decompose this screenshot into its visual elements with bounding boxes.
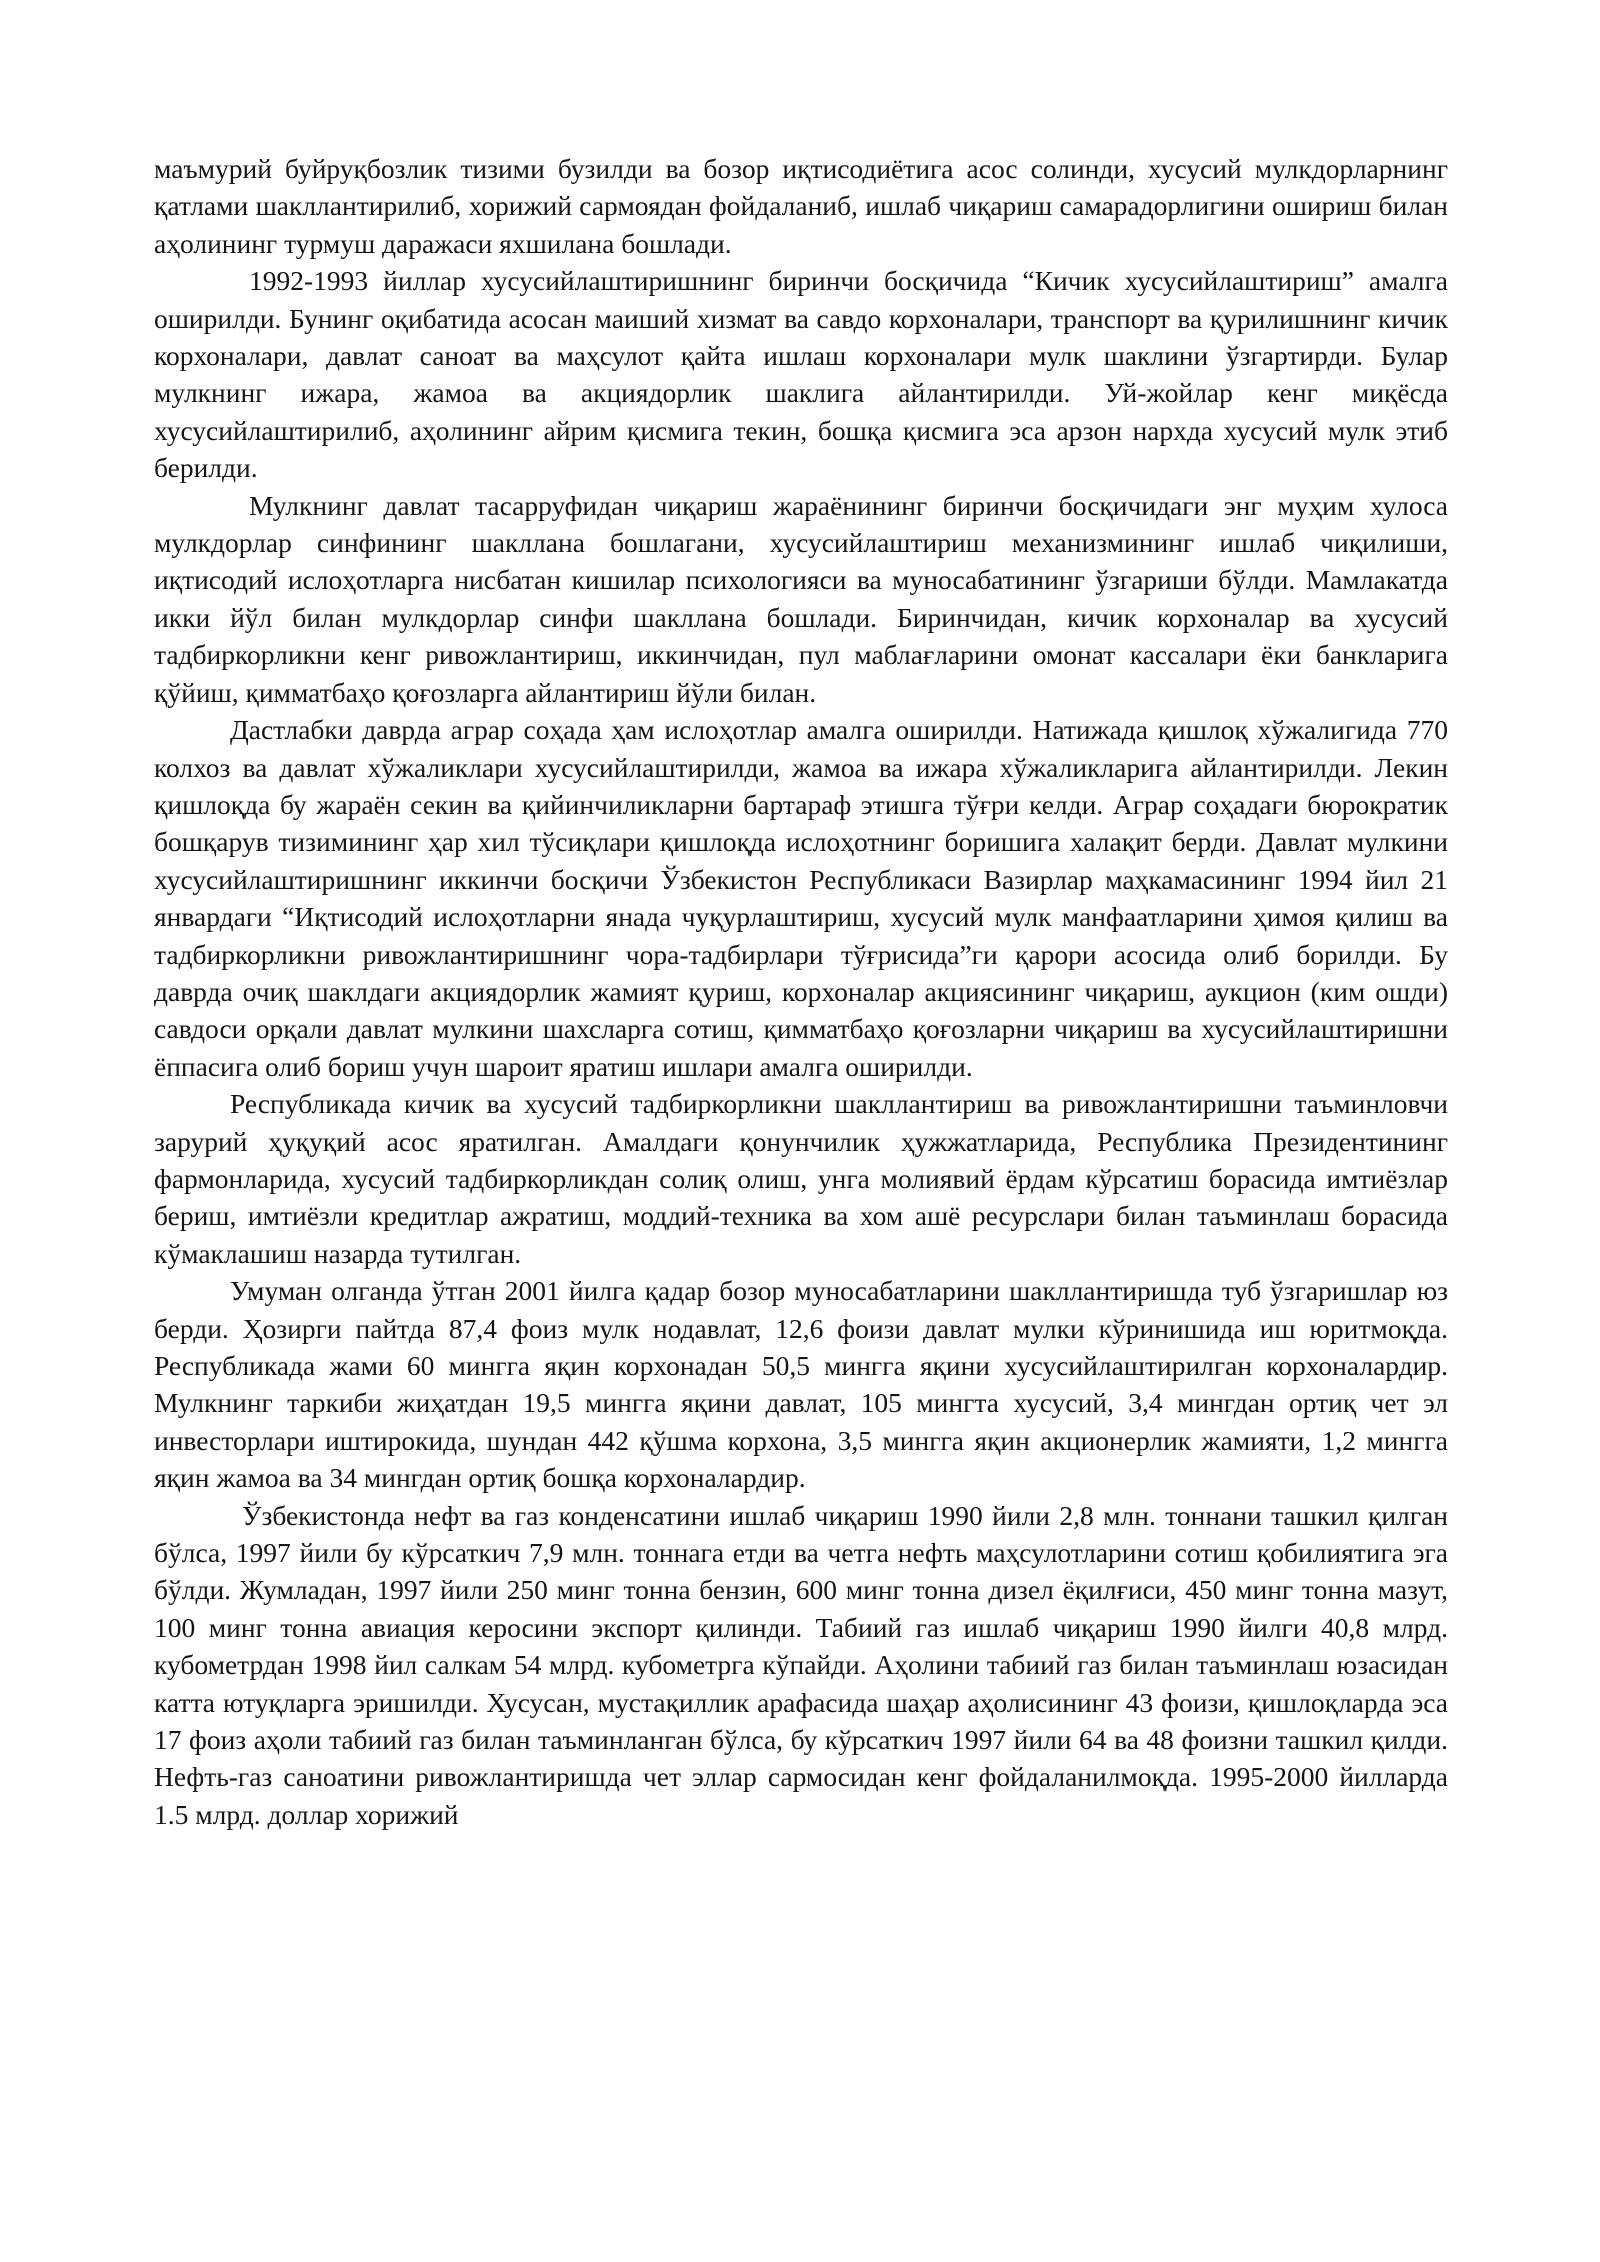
paragraph-7: Ўзбекистонда нефт ва газ конденсатини ишлаб чиқариш 1990 йили 2,8 млн. тоннани ташкил қилган бўлса, 1997 йили бу кўрсаткич 7,9 млн. тоннага етди ва четга нефть маҳсулотларини сотиш қобилиятига эга бўлди. Жумладан, 1997 йили 250 минг тонна бензин, 600 минг тонна дизел ёқилғиси, 450 минг тонна мазут, 100 минг тонна авиация керосини экспорт қилинди. Табиий газ ишлаб чиқариш 1990 йилги 40,8 млрд. кубометрдан 1998 йил салкам 54 млрд. кубометрга кўпайди. Аҳолини табиий газ билан таъминлаш юзасидан катта ютуқларга эришилди. Хусусан, мустақиллик арафасида шаҳар аҳолисининг 43 фоизи, қишлоқларда эса 17 фоиз аҳоли табиий газ билан таъминланган бўлса, бу кўрсаткич 1997 йили 64 ва 48 фоизни ташкил қилди. Нефть-газ саноатини ривожлантиришда чет эллар сармосидан кенг фойдаланилмоқда. 1995-2000 йилларда 1.5 млрд. доллар хорижий bbox=[154, 1499, 1448, 1830]
document-body bbox=[154, 150, 1448, 1833]
paragraph-1: маъмурий буйруқбозлик тизими бузилди ва бозор иқтисодиётига асос солинди, хусусий мулкдорларнинг қатлами шакллантирилиб, хорижий сармоядан фойдаланиб, ишлаб чиқариш самарадорлигини ошириш билан аҳолининг турмуш даражаси яхшилана бошлади. bbox=[154, 153, 1448, 259]
paragraph-4: Дастлабки даврда аграр соҳада ҳам ислоҳотлар амалга оширилди. Натижада қишлоқ хўжалигида 770 колхоз ва давлат хўжаликлари хусусийлаштирилди, жамоа ва ижара хўжаликларига айлантирилди. Лекин қишлоқда бу жараён секин ва қийинчиликларни бартараф этишга тўғри келди. Аграр соҳадаги бюрократик бошқарув тизимининг ҳар хил тўсиқлари қишлоқда ислоҳотнинг боришига халақит берди. Давлат мулкини хусусийлаштиришнинг иккинчи босқичи Ўзбекистон Республикаси Вазирлар маҳкамасининг 1994 йил 21 январдаги “Иқтисодий ислоҳотларни янада чуқурлаштириш, хусусий мулк манфаатларини ҳимоя қилиш ва тадбиркорликни ривожлантиришнинг чора-тадбирлари тўғрисида”ги қарори асосида олиб борилди. Бу даврда очиқ шаклдаги акциядорлик жамият қуриш, корхоналар акциясининг чиқариш, аукцион (ким ошди) савдоси орқали давлат мулкини шахсларга сотиш, қимматбаҳо қоғозларни чиқариш ва хусусийлаштиришни ёппасига олиб бориш учун шароит яратиш ишлари амалга оширилди. bbox=[154, 714, 1448, 1082]
paragraph-3: Мулкнинг давлат тасарруфидан чиқариш жараёнининг биринчи босқичидаги энг муҳим хулоса мулкдорлар синфининг шакллана бошлагани, хусусийлаштириш механизмининг ишлаб чиқилиши, иқтисодий ислоҳотларга нисбатан кишилар психологияси ва муносабатининг ўзгариши бўлди. Мамлакатда икки йўл билан мулкдорлар синфи шакллана бошлади. Биринчидан, кичик корхоналар ва хусусий тадбиркорликни кенг ривожлантириш, иккинчидан, пул маблағларини омонат кассалари ёки банкларига қўйиш, қимматбаҳо қоғозларга айлантириш йўли билан. bbox=[154, 489, 1448, 708]
paragraph-5: Республикада кичик ва хусусий тадбиркорликни шакллантириш ва ривожлантиришни таъминловчи зарурий ҳуқуқий асос яратилган. Амалдаги қонунчилик ҳужжатларида, Республика Президентининг фармонларида, хусусий тадбиркорликдан солиқ олиш, унга молиявий ёрдам кўрсатиш борасида имтиёзлар бериш, имтиёзли кредитлар ажратиш, моддий-техника ва хом ашё ресурслари билан таъминлаш борасида кўмаклашиш назарда тутилган. bbox=[154, 1088, 1448, 1269]
paragraph-6: Умуман олганда ўтган 2001 йилга қадар бозор муносабатларини шакллантиришда туб ўзгаришлар юз берди. Ҳозирги пайтда 87,4 фоиз мулк нодавлат, 12,6 фоизи давлат мулки кўринишида иш юритмоқда. Республикада жами 60 мингга яқин корхонадан 50,5 мингга яқини хусусийлаштирилган корхоналардир. Мулкнинг таркиби жиҳатдан 19,5 мингга яқини давлат, 105 мингта хусусий, 3,4 мингдан ортиқ чет эл инвесторлари иштирокида, шундан 442 қўшма корхона, 3,5 мингга яқин акционерлик жамияти, 1,2 мингга яқин жамоа ва 34 мингдан ортиқ бошқа корхоналардир. bbox=[154, 1275, 1448, 1494]
paragraph-2: 1992-1993 йиллар хусусийлаштиришнинг биринчи босқичида “Кичик хусусийлаштириш” амалга оширилди. Бунинг оқибатида асосан маиший хизмат ва савдо корхоналари, транспорт ва қурилишнинг кичик корхоналари, давлат саноат ва маҳсулот қайта ишлаш корхоналари мулк шаклини ўзгартирди. Булар мулкнинг ижара, жамоа ва акциядорлик шаклига айлантирилди. Уй-жойлар кенг миқёсда хусусийлаштирилиб, аҳолининг айрим қисмига текин, бошқа қисмига эса арзон нархда хусусий мулк этиб берилди. bbox=[154, 265, 1448, 484]
